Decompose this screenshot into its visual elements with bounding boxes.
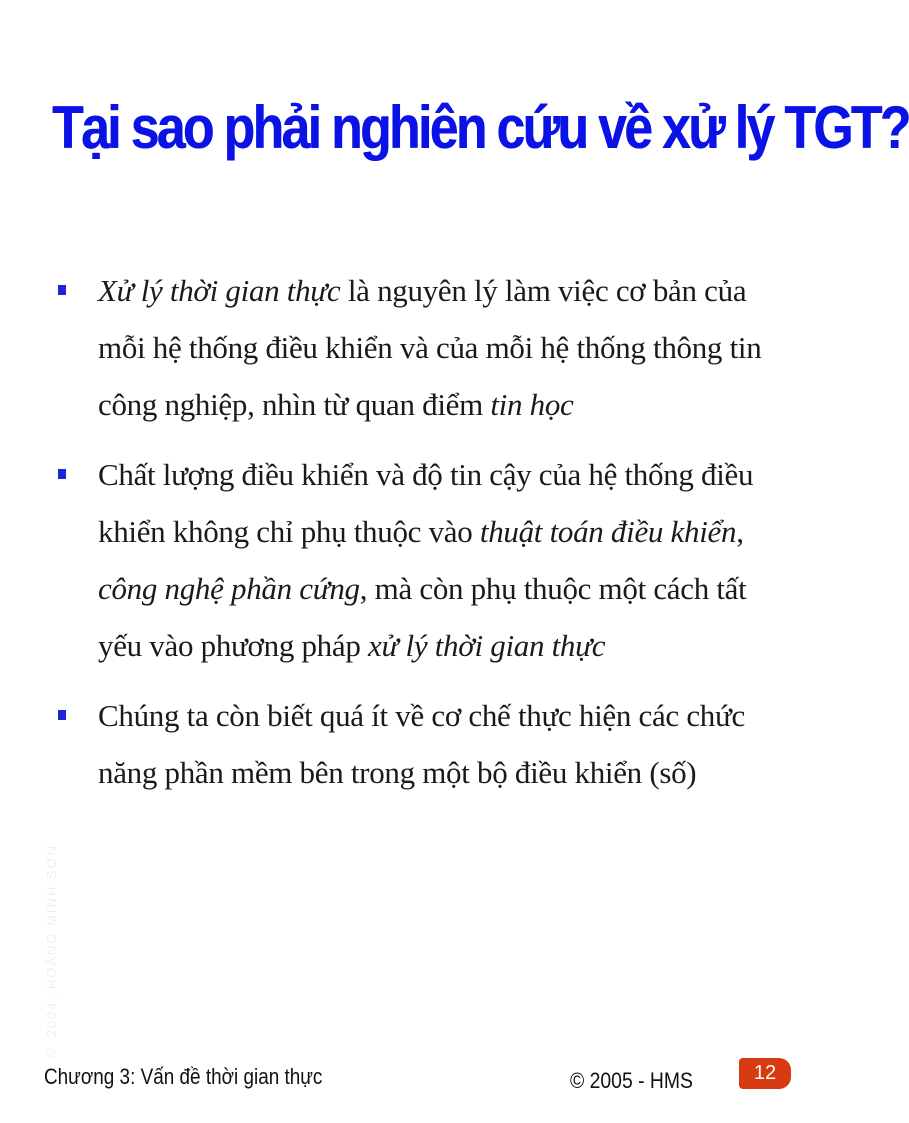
copyright-label: © 2005 - HMS (570, 1068, 693, 1093)
body-text: là nguyên lý làm việc cơ bản của mỗi hệ thống điều khiển và của mỗi hệ thống thông tin công nghiệp, nhìn từ quan điểm (98, 273, 762, 422)
bullet-text (98, 446, 774, 674)
bullet-text (98, 687, 774, 801)
slide-title: Tại sao phải nghiên cứu về xử lý TGT? (52, 94, 909, 161)
bullet-text (98, 262, 774, 433)
emphasis-text: tin học (490, 387, 574, 422)
body-text: , (736, 514, 744, 549)
body-text: , mà còn phụ thuộc một cách tất yếu vào phương pháp (98, 571, 747, 663)
square-bullet-icon (58, 285, 66, 295)
emphasis-text: thuật toán điều khiển (479, 514, 737, 549)
bullet-list (54, 262, 774, 814)
watermark: © 2004, HOÀNG MINH SƠN (44, 843, 59, 1060)
emphasis-text: xử lý thời gian thực (367, 628, 606, 663)
body-text: Chúng ta còn biết quá ít về cơ chế thực hiện các chức năng phần mềm bên trong một bộ điều khiển (số) (98, 698, 745, 790)
emphasis-text: Xử lý thời gian thực (98, 273, 341, 308)
square-bullet-icon (58, 710, 66, 720)
bullet-item (54, 687, 774, 801)
chapter-label: Chương 3: Vấn đề thời gian thực (44, 1064, 323, 1089)
emphasis-text: công nghệ phần cứng (98, 571, 360, 606)
square-bullet-icon (58, 469, 66, 479)
bullet-item (54, 446, 774, 674)
page-number-badge: 12 (739, 1058, 791, 1089)
bullet-item (54, 262, 774, 433)
body-text: Chất lượng điều khiển và độ tin cậy của hệ thống điều khiển không chỉ phụ thuộc vào (98, 457, 754, 549)
